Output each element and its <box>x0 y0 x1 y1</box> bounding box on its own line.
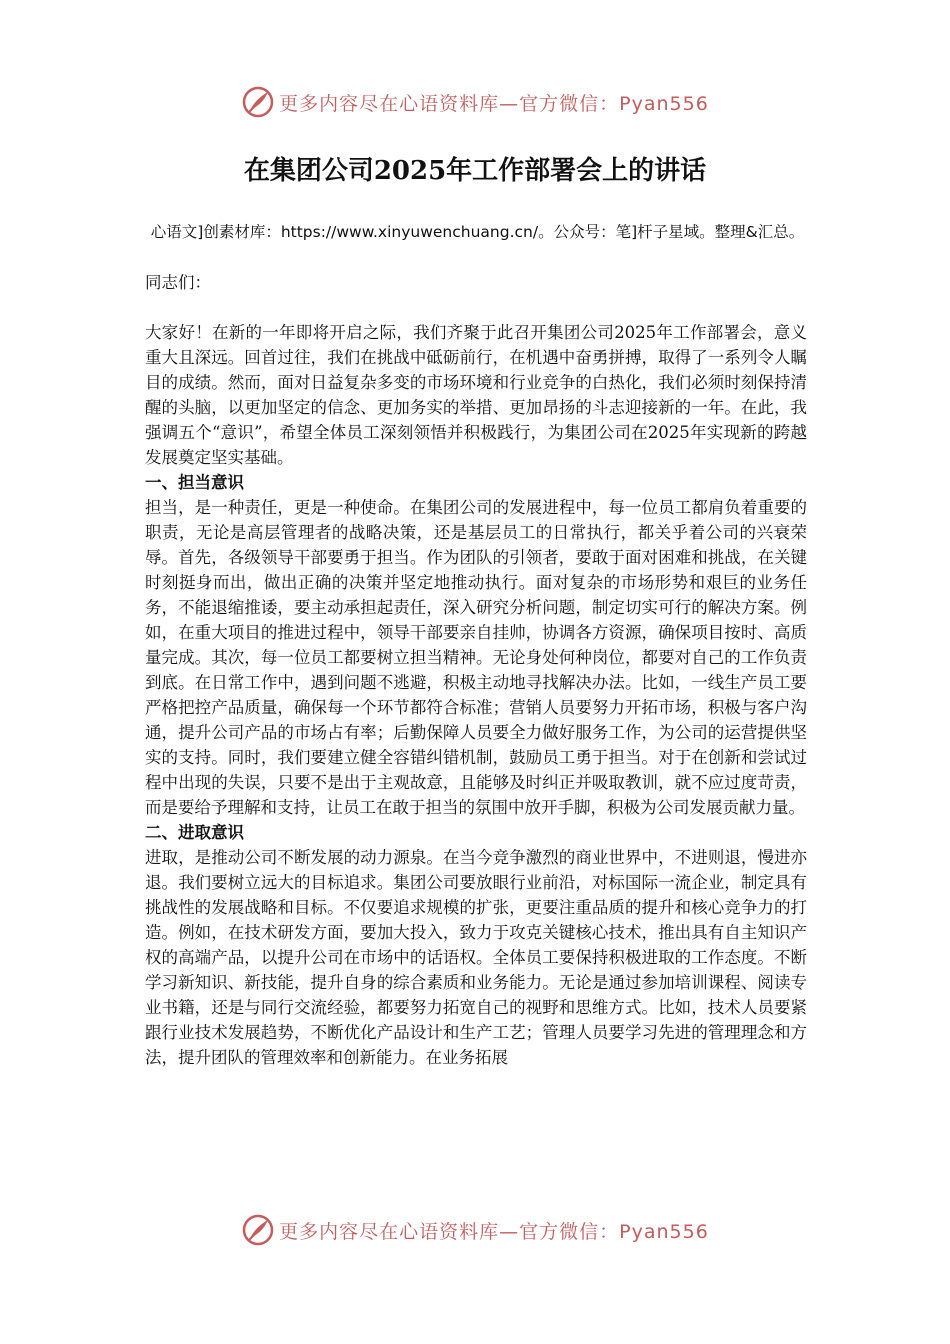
section-heading-1: 一、担当意识 <box>145 473 244 492</box>
source-line: 心语文]创素材库：https://www.xinyuwenchuang.cn/。公众号：笔]杆子星域。整理&汇总。 <box>150 223 805 241</box>
intro-paragraph: 大家好！在新的一年即将开启之际，我们齐聚于此召开集团公司2025年工作部署会，意义重大且深远。回首过往，我们在挑战中砥砺前行，在机遇中奋勇拼搏，取得了一系列令人瞩目的成绩。然而，面对日益复杂多变的市场环境和行业竞争的白热化，我们必须时刻保持清醒的头脑，以更加坚定的信念、更加务实的举措、更加昂扬的斗志迎接新的一年。在此，我强调五个“意识”，希望全体员工深刻领悟并积极践行，为集团公司在2025年实现新的跨越发展奠定坚实基础。 <box>145 323 807 467</box>
quill-pen-logo-icon <box>241 85 275 119</box>
footer-watermark-banner <box>0 1210 950 1250</box>
watermark-text: 更多内容尽在心语资料库—官方微信：Pyan556 <box>279 1220 709 1243</box>
paragraph-gap <box>145 295 807 320</box>
document-body <box>145 270 807 1070</box>
document-title: 在集团公司2025年工作部署会上的讲话 <box>243 156 707 186</box>
header-watermark-banner <box>0 82 950 122</box>
section-paragraph-2: 进取，是推动公司不断发展的动力源泉。在当今竞争激烈的商业世界中，不进则退，慢进亦退。我们要树立远大的目标追求。集团公司要放眼行业前沿，对标国际一流企业，制定具有挑战性的发展战略和目标。不仅要追求规模的扩张，更要注重品质的提升和核心竞争力的打造。例如，在技术研发方面，要加大投入，致力于攻克关键核心技术，推出具有自主知识产权的高端产品，以提升公司在市场中的话语权。全体员工要保持积极进取的工作态度。不断学习新知识、新技能，提升自身的综合素质和业务能力。无论是通过参加培训课程、阅读专业书籍，还是与同行交流经验，都要努力拓宽自己的视野和思维方式。比如，技术人员要紧跟行业技术发展趋势，不断优化产品设计和生产工艺；管理人员要学习先进的管理理念和方法，提升团队的管理效率和创新能力。在业务拓展 <box>145 848 807 1067</box>
watermark-text: 更多内容尽在心语资料库—官方微信：Pyan556 <box>279 92 709 115</box>
quill-pen-logo-icon <box>241 1213 275 1247</box>
salutation: 同志们： <box>145 273 211 292</box>
section-heading-2: 二、进取意识 <box>145 823 244 842</box>
section-paragraph-1: 担当，是一种责任，更是一种使命。在集团公司的发展进程中，每一位员工都肩负着重要的职责，无论是高层管理者的战略决策，还是基层员工的日常执行，都关乎着公司的兴衰荣辱。首先，各级领导干部要勇于担当。作为团队的引领者，要敢于面对困难和挑战，在关键时刻挺身而出，做出正确的决策并坚定地推动执行。面对复杂的市场形势和艰巨的业务任务，不能退缩推诿，要主动承担起责任，深入研究分析问题，制定切实可行的解决方案。例如，在重大项目的推进过程中，领导干部要亲自挂帅，协调各方资源，确保项目按时、高质量完成。其次，每一位员工都要树立担当精神。无论身处何种岗位，都要对自己的工作负责到底。在日常工作中，遇到问题不逃避，积极主动地寻找解决办法。比如，一线生产员工要严格把控产品质量，确保每一个环节都符合标准；营销人员要努力开拓市场，积极与客户沟通，提升公司产品的市场占有率；后勤保障人员要全力做好服务工作，为公司的运营提供坚实的支持。同时，我们要建立健全容错纠错机制，鼓励员工勇于担当。对于在创新和尝试过程中出现的失误，只要不是出于主观故意，且能够及时纠正并吸取教训，就不应过度苛责，而是要给予理解和支持，让员工在敢于担当的氛围中放开手脚，积极为公司发展贡献力量。 <box>145 498 807 817</box>
